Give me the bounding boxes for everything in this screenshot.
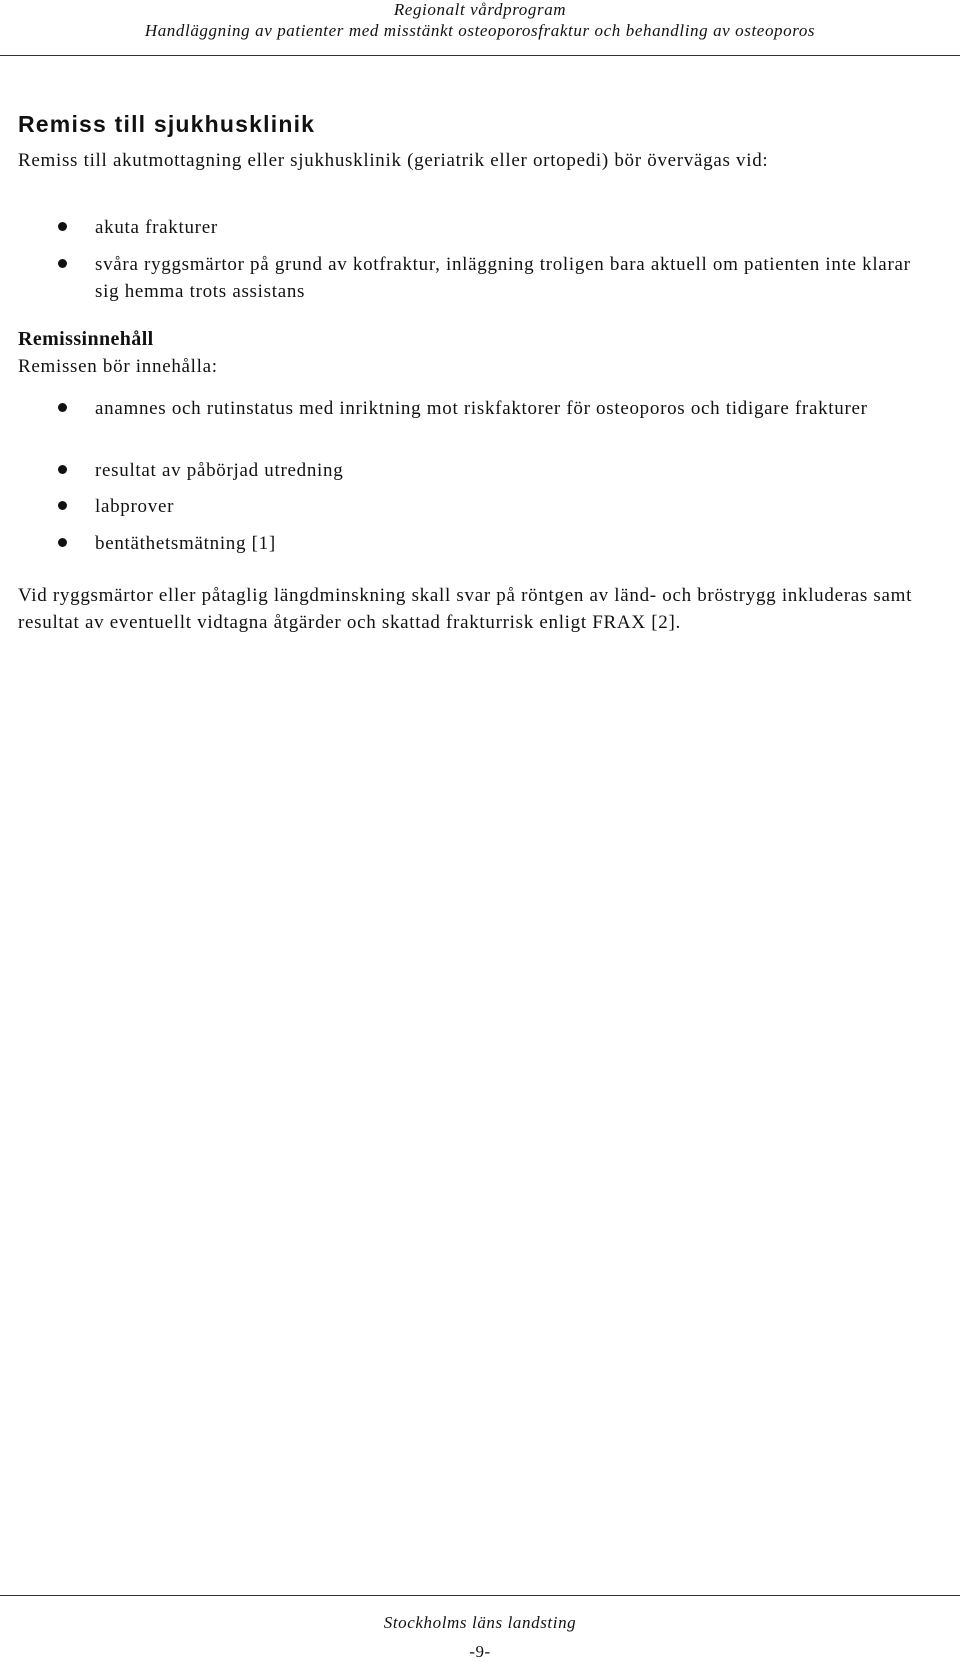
subheading: Remissinnehåll [18, 328, 154, 350]
sub-intro-paragraph: Remissen bör innehålla: [18, 356, 218, 377]
bullet-icon [58, 403, 67, 412]
footer-divider [0, 1595, 960, 1596]
intro-paragraph: Remiss till akutmottagning eller sjukhusklinik (geriatrik eller ortopedi) bör övervägas vid: [18, 150, 769, 171]
list-item-text: resultat av påbörjad utredning [95, 460, 344, 481]
bullet-icon [58, 501, 67, 510]
bullet-icon [58, 259, 67, 268]
list-item-text: labprover [95, 496, 175, 517]
bullet-icon [58, 538, 67, 547]
page-number: -9- [469, 1642, 491, 1661]
header-subtitle: Handläggning av patienter med misstänkt osteoporosfraktur och behandling av osteoporos [144, 21, 816, 40]
page-header [0, 0, 960, 56]
header-title: Regionalt vårdprogram [393, 0, 567, 19]
section-heading: Remiss till sjukhusklinik [18, 111, 316, 137]
bullet-icon [58, 222, 67, 231]
list-item-text: anamnes och rutinstatus med inriktning mot riskfaktorer för osteoporos och tidigare frakturer [95, 398, 868, 419]
closing-paragraph: Vid ryggsmärtor eller påtaglig längdminskning skall svar på röntgen av länd- och bröstrygg inkluderas samt resultat av eventuellt vidtagna åtgärder och skattad frakturrisk enligt FRAX [2]. [18, 585, 913, 633]
list-item-text: svåra ryggsmärtor på grund av kotfraktur, inläggning troligen bara aktuell om patienten inte klarar sig hemma trots assistans [95, 254, 911, 302]
footer-organization: Stockholms läns landsting [383, 1613, 577, 1632]
list-item-text: akuta frakturer [95, 217, 218, 238]
bullet-icon [58, 465, 67, 474]
list-item-text: bentäthetsmätning [1] [95, 533, 276, 554]
